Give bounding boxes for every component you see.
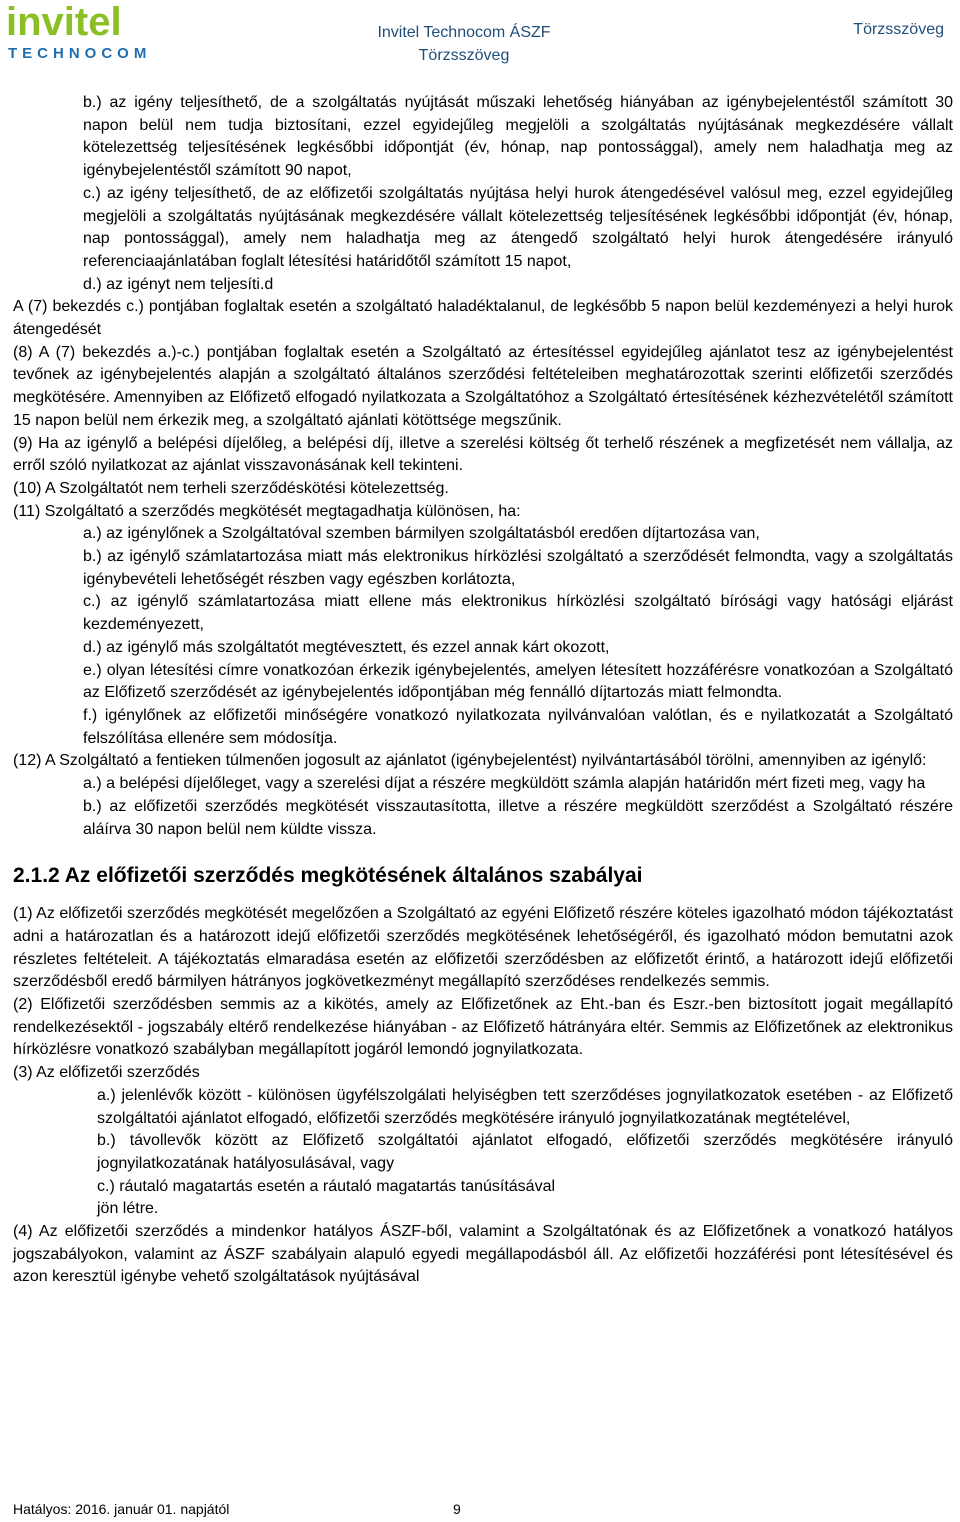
paragraph-11e: e.) olyan létesítési címre vonatkozóan érkezik igénybejelentés, amelyen létesített hozzáférésre vonatkozóan a Szolgáltató az Előfizető szerződését az igénybejelentés időpontjában még fennálló díjtartozás miatt felmondta. bbox=[83, 661, 953, 702]
section-heading: 2.1.2 Az előfizetői szerződés megkötésének általános szabályai bbox=[13, 864, 643, 888]
paragraph-s4: (4) Az előfizetői szerződés a mindenkor hatályos ÁSZF-ből, valamint a Szolgáltatónak és az Előfizetőnek a vonatkozó hatályos jogszabályokon, valamint az ÁSZF szabályain alapuló egyedi megállapodásból áll. Az előfizetői hozzáférési pont létesítésével és azon keresztül igénybe vehető szolgáltatások nyújtásával bbox=[13, 1223, 953, 1286]
logo-wordmark: invitel bbox=[6, 0, 122, 44]
paragraph-c: c.) az igény teljesíthető, de az előfizetői szolgáltatás nyújtása helyi hurok átengedésével valósul meg, ezzel egyidejűleg megjelöli a szolgáltatás nyújtásának megkezdésére vállalt kötelezettség teljesítésének legkésőbbi időpontját (év, hónap, nap pontossággal), amely nem haladhatja meg az átengedő szolgáltató helyi hurok átengedésére irányuló referenciaajánlatában foglalt létesítési határidőtől számított 15 napot, bbox=[83, 184, 953, 270]
paragraph-s3c: c.) ráutaló magatartás esetén a ráutaló magatartás tanúsításával bbox=[97, 1177, 556, 1195]
paragraph-b: b.) az igény teljesíthető, de a szolgáltatás nyújtását műszaki lehetőség hiányában az igénybejelentéstől számított 30 napon belül nem tudja biztosítani, ezzel egyidejűleg megjelöli a szolgáltatás nyújtásának megkezdésére vállalt kötelezettség teljesítésének legkésőbbi időpontját (év, hónap, nap pontossággal), amely nem haladhatja meg az igénybejelentéstől számított 90 napot, bbox=[83, 94, 953, 180]
paragraph-s2: (2) Előfizetői szerződésben semmis az a kikötés, amely az Előfizetőnek az Eht.-ban és Eszr.-ben biztosított jogait megállapító rendelkezésektől - jogszabály eltérő rendelkezése hiányában - az Előfizető hátrányára eltér. Semmis az Előfizetőnek az elektronikus hírközlésre vonatkozó szabályban megállapított jogáról lemondó jognyilatkozata. bbox=[13, 996, 953, 1059]
paragraph-d: d.) az igényt nem teljesíti.d bbox=[83, 275, 274, 293]
page-header bbox=[0, 0, 960, 80]
paragraph-7c: A (7) bekezdés c.) pontjában foglaltak esetén a szolgáltató haladéktalanul, de legkésőbb 5 napon belül kezdeményezi a helyi hurok átengedését bbox=[13, 298, 953, 339]
footer-effective-date: Hatályos: 2016. január 01. napjától bbox=[13, 1501, 230, 1517]
paragraph-11b: b.) az igénylő számlatartozása miatt más elektronikus hírközlési szolgáltató a szerződését felmondta, vagy a szolgáltatás igénybevételi lehetőségét részben vagy egészben korlátozta, bbox=[83, 548, 953, 588]
paragraph-s3b: b.) távollevők között az Előfizető szolgáltatói ajánlatot elfogadó, előfizetői szerződés megkötésére irányuló jognyilatkozatának hatályosulásával, vagy bbox=[97, 1132, 953, 1172]
paragraph-11f: f.) igénylőnek az előfizetői minőségére vonatkozó nyilatkozata nyilvánvalóan valótlan, és e nyilatkozatát a Szolgáltató felszólítása ellenére sem módosítja. bbox=[83, 706, 953, 747]
paragraph-s3a: a.) jelenlévők között - különösen ügyfélszolgálati helyiségben tett szerződéses jognyilatkozatok esetében - az Előfizető szolgáltatói ajánlatot elfogadó, előfizetői szerződés megkötésére irányuló jognyilatkozatának megtételével, bbox=[97, 1086, 953, 1127]
page-number: 9 bbox=[453, 1501, 461, 1517]
paragraph-12b: b.) az előfizetői szerződés megkötését visszautasította, illetve a részére megküldött szerződést a Szolgáltató részére aláírva 30 napon belül nem küldte vissza. bbox=[83, 797, 953, 838]
invitel-logo bbox=[6, 0, 152, 68]
paragraph-s1: (1) Az előfizetői szerződés megkötését megelőzően a Szolgáltató az egyéni Előfizető részére köteles igazolható módon tájékoztatást adni a határozatlan és a határozott idejű előfizetői szerződés megkötésének lehetőségéről, és igazolható módon bemutatni azok részletes feltételeit. A tájékoztatás elmaradása esetén az előfizetői szerződésben az előfizetőt érintő, a határozott idejű előfizetői szerződésből eredő bármilyen hátrányos jogkövetkezményt megállapító szerződéses rendelkezés semmis. bbox=[13, 905, 953, 991]
header-title-line1: Invitel Technocom ÁSZF bbox=[377, 24, 551, 41]
paragraph-11a: a.) az igénylőnek a Szolgáltatóval szemben bármilyen szolgáltatásból eredően díjtartozása van, bbox=[83, 525, 760, 543]
header-title-line2: Törzsszöveg bbox=[418, 47, 510, 64]
page-footer bbox=[13, 1501, 461, 1517]
paragraph-9: (9) Ha az igénylő a belépési díjelőleg, a belépési díj, illetve a szerelési költség őt terhelő részének a megfizetését nem vállalja, az erről szóló nyilatkozat az ajánlat visszavonásának kell tekinteni. bbox=[13, 434, 953, 475]
header-right-label: Törzsszöveg bbox=[853, 21, 944, 38]
paragraph-12: (12) A Szolgáltató a fentieken túlmenően jogosult az ajánlatot (igénybejelentést) nyilvántartásából törölni, amennyiben az igénylő: bbox=[13, 752, 927, 770]
paragraph-10: (10) A Szolgáltatót nem terheli szerződéskötési kötelezettség. bbox=[13, 479, 449, 497]
paragraph-8: (8) A (7) bekezdés a.)-c.) pontjában foglaltak esetén a Szolgáltató az értesítéssel egyidejűleg ajánlatot tesz az igénybejelentést tevőnek az igénybejelentés alapján a szolgáltató általános szerződési feltételeiben meghatározottak szerinti előfizetői szerződés megkötésére. Amennyiben az Előfizető elfogadó nyilatkozata a Szolgáltatóhoz a Szolgáltató értesítésének kézhezvételétől számított 15 napon belül nem érkezik meg, a szolgáltató ajánlati kötöttsége megszűnik. bbox=[13, 343, 953, 429]
paragraph-11: (11) Szolgáltató a szerződés megkötését megtagadhatja különösen, ha: bbox=[13, 502, 521, 520]
paragraph-11c: c.) az igénylő számlatartozása miatt ellene más elektronikus hírközlési szolgáltató bírósági vagy hatósági eljárást kezdeményezett, bbox=[83, 593, 953, 634]
logo-subtitle: TECHNOCOM bbox=[8, 45, 152, 62]
document-body bbox=[13, 92, 953, 1289]
header-doc-title bbox=[364, 21, 564, 67]
paragraph-12a: a.) a belépési díjelőleget, vagy a szerelési díjat a részére megküldött számla alapján határidőn mért fizeti meg, vagy ha bbox=[83, 775, 926, 793]
paragraph-s3: (3) Az előfizetői szerződés bbox=[13, 1064, 200, 1082]
paragraph-11d: d.) az igénylő más szolgáltatót megtévesztett, és ezzel annak kárt okozott, bbox=[83, 638, 610, 656]
paragraph-s3-end: jön létre. bbox=[97, 1200, 159, 1218]
